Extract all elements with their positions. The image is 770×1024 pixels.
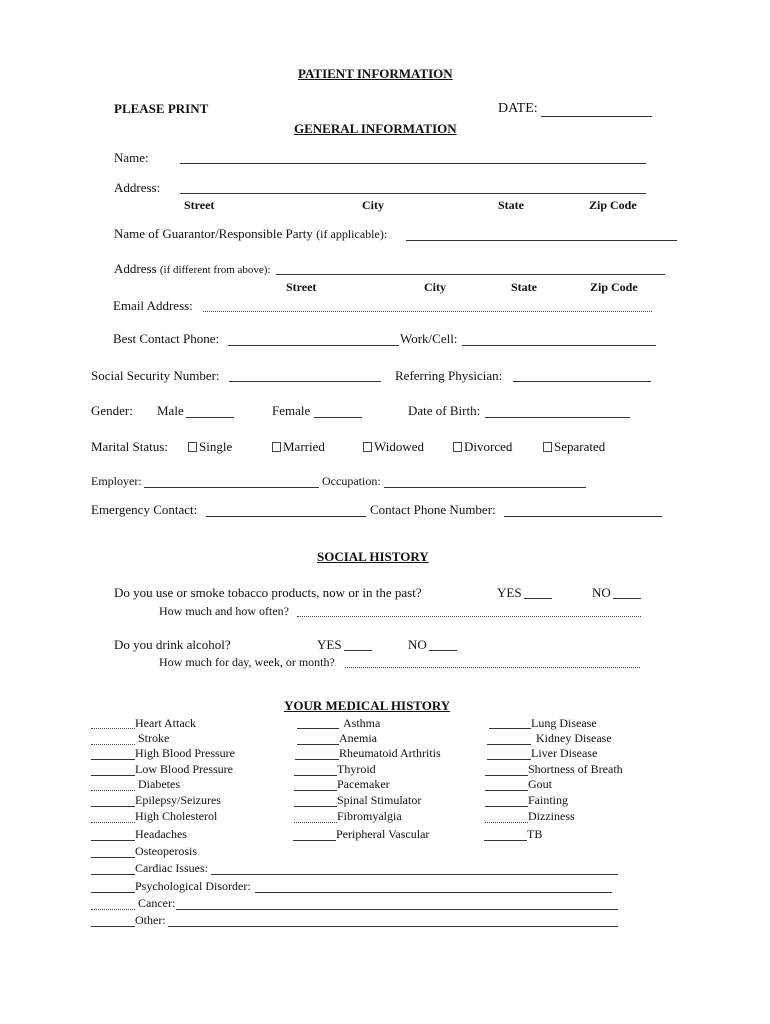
female-field[interactable] xyxy=(314,417,362,418)
alcohol-question: Do you drink alcohol? xyxy=(114,637,231,652)
checkbox-icon xyxy=(363,442,372,452)
blank-line[interactable] xyxy=(489,728,531,729)
state-caption: State xyxy=(498,198,524,212)
general-info-heading: GENERAL INFORMATION xyxy=(294,121,457,136)
condition-spinal-stimulator: Spinal Stimulator xyxy=(337,793,422,807)
condition-lung-disease: Lung Disease xyxy=(531,716,597,730)
tobacco-followup-label: How much and how often? xyxy=(159,604,289,618)
blank-line[interactable] xyxy=(91,790,135,791)
city2-caption: City xyxy=(424,280,446,294)
email-field[interactable] xyxy=(203,311,652,312)
condition-fainting: Fainting xyxy=(528,793,569,807)
condition-osteoperosis: Osteoperosis xyxy=(135,844,197,858)
referring-label: Referring Physician: xyxy=(395,368,503,383)
referring-field[interactable] xyxy=(513,381,651,382)
blank-line[interactable] xyxy=(485,790,528,791)
zip-caption: Zip Code xyxy=(589,198,637,212)
alcohol-followup-field[interactable] xyxy=(345,667,640,668)
tobacco-no-field[interactable] xyxy=(613,598,641,599)
marital-widowed-checkbox[interactable]: Widowed xyxy=(363,439,424,454)
checkbox-icon xyxy=(453,442,462,452)
occupation-label: Occupation: xyxy=(322,474,381,488)
guarantor-label: Name of Guarantor/Responsible Party (if applicable): xyxy=(114,226,388,241)
address2-field[interactable] xyxy=(276,274,665,275)
state2-caption: State xyxy=(511,280,537,294)
condition-heart-attack: Heart Attack xyxy=(135,716,196,730)
alcohol-yes-field[interactable] xyxy=(344,650,372,651)
blank-line[interactable] xyxy=(91,759,135,760)
city-caption: City xyxy=(362,198,384,212)
male-field[interactable] xyxy=(186,417,234,418)
blank-line[interactable] xyxy=(91,744,135,745)
contact-phone-label: Contact Phone Number: xyxy=(370,502,496,517)
blank-line[interactable] xyxy=(91,806,135,807)
condition-thyroid: Thyroid xyxy=(337,762,376,776)
blank-line[interactable] xyxy=(297,744,339,745)
date-field[interactable] xyxy=(541,116,652,117)
occupation-field[interactable] xyxy=(384,487,586,488)
condition-low-blood-pressure: Low Blood Pressure xyxy=(135,762,233,776)
blank-line[interactable] xyxy=(91,728,135,729)
checkbox-icon xyxy=(272,442,281,452)
blank-line[interactable] xyxy=(91,857,135,858)
blank-line[interactable] xyxy=(91,892,135,893)
blank-line[interactable] xyxy=(294,775,337,776)
blank-line[interactable] xyxy=(91,840,135,841)
blank-line[interactable] xyxy=(294,790,337,791)
emergency-field[interactable] xyxy=(206,516,366,517)
marital-divorced-checkbox[interactable]: Divorced xyxy=(453,439,512,454)
blank-line[interactable] xyxy=(485,775,528,776)
blank-line[interactable] xyxy=(485,822,528,823)
marital-single-checkbox[interactable]: Single xyxy=(188,439,232,454)
work-cell-field[interactable] xyxy=(462,345,656,346)
address-field[interactable] xyxy=(180,193,646,194)
tobacco-yes-label: YES xyxy=(497,585,522,600)
alcohol-no-label: NO xyxy=(408,637,427,652)
blank-line[interactable] xyxy=(91,926,135,927)
condition-diabetes: Diabetes xyxy=(138,777,180,791)
marital-label: Marital Status: xyxy=(91,439,168,454)
blank-line[interactable] xyxy=(487,759,531,760)
checkbox-icon xyxy=(188,442,197,452)
cancer-field[interactable] xyxy=(176,909,618,910)
best-phone-field[interactable] xyxy=(228,345,399,346)
marital-married-checkbox[interactable]: Married xyxy=(272,439,325,454)
marital-separated-checkbox[interactable]: Separated xyxy=(543,439,605,454)
blank-line[interactable] xyxy=(484,840,527,841)
blank-line[interactable] xyxy=(91,874,135,875)
tobacco-yes-field[interactable] xyxy=(524,598,552,599)
ssn-label: Social Security Number: xyxy=(91,368,220,383)
emergency-label: Emergency Contact: xyxy=(91,502,198,517)
other-field[interactable] xyxy=(168,926,618,927)
address-label: Address: xyxy=(114,180,161,195)
condition-tb: TB xyxy=(527,827,543,841)
blank-line[interactable] xyxy=(293,840,336,841)
condition-rheumatoid-arthritis: Rheumatoid Arthritis xyxy=(339,746,441,760)
dob-label: Date of Birth: xyxy=(408,403,481,418)
guarantor-field[interactable] xyxy=(406,240,677,241)
best-phone-label: Best Contact Phone: xyxy=(113,331,220,346)
blank-line[interactable] xyxy=(294,822,337,823)
checkbox-icon xyxy=(543,442,552,452)
condition-peripheral-vascular: Peripheral Vascular xyxy=(336,827,430,841)
condition-shortness-of-breath: Shortness of Breath xyxy=(528,762,623,776)
psych-disorder-label: Psychological Disorder: xyxy=(135,879,251,893)
street2-caption: Street xyxy=(286,280,317,294)
condition-dizziness: Dizziness xyxy=(528,809,575,823)
blank-line[interactable] xyxy=(485,806,528,807)
employer-label: Employer: xyxy=(91,474,142,488)
blank-line[interactable] xyxy=(91,909,135,910)
ssn-field[interactable] xyxy=(229,381,381,382)
blank-line[interactable] xyxy=(297,728,339,729)
psych-disorder-field[interactable] xyxy=(255,892,612,893)
condition-liver-disease: Liver Disease xyxy=(531,746,598,760)
contact-phone-field[interactable] xyxy=(504,516,662,517)
please-print-label: PLEASE PRINT xyxy=(114,101,209,116)
street-caption: Street xyxy=(184,198,215,212)
alcohol-yes-label: YES xyxy=(317,637,342,652)
condition-gout: Gout xyxy=(528,777,552,791)
cancer-label: Cancer: xyxy=(138,896,176,910)
gender-label: Gender: xyxy=(91,403,133,418)
cardiac-issues-field[interactable] xyxy=(211,874,618,875)
condition-anemia: Anemia xyxy=(339,731,377,745)
condition-pacemaker: Pacemaker xyxy=(337,777,390,791)
email-label: Email Address: xyxy=(113,298,193,313)
blank-line[interactable] xyxy=(91,775,135,776)
zip2-caption: Zip Code xyxy=(590,280,638,294)
alcohol-no-field[interactable] xyxy=(429,650,457,651)
condition-epilepsy: Epilepsy/Seizures xyxy=(135,793,221,807)
address2-label: Address (if different from above): xyxy=(114,261,271,276)
medical-history-heading: YOUR MEDICAL HISTORY xyxy=(284,698,451,713)
alcohol-followup-label: How much for day, week, or month? xyxy=(159,655,335,669)
female-label: Female xyxy=(272,403,311,418)
tobacco-no-label: NO xyxy=(592,585,611,600)
name-label: Name: xyxy=(114,150,149,165)
employer-field[interactable] xyxy=(144,487,319,488)
tobacco-question: Do you use or smoke tobacco products, now or in the past? xyxy=(114,585,422,600)
blank-line[interactable] xyxy=(295,759,339,760)
condition-high-blood-pressure: High Blood Pressure xyxy=(135,746,235,760)
blank-line[interactable] xyxy=(294,806,337,807)
male-label: Male xyxy=(157,403,184,418)
name-field[interactable] xyxy=(180,163,646,164)
form-title: PATIENT INFORMATION xyxy=(298,66,453,81)
tobacco-followup-field[interactable] xyxy=(297,616,641,617)
blank-line[interactable] xyxy=(91,822,135,823)
work-cell-label: Work/Cell: xyxy=(400,331,458,346)
condition-stroke: Stroke xyxy=(138,731,170,745)
social-history-heading: SOCIAL HISTORY xyxy=(317,549,429,564)
dob-field[interactable] xyxy=(485,417,630,418)
condition-fibromyalgia: Fibromyalgia xyxy=(337,809,402,823)
condition-asthma: Asthma xyxy=(343,716,381,730)
cardiac-issues-label: Cardiac Issues: xyxy=(135,861,208,875)
date-label: DATE: xyxy=(498,101,538,116)
other-label: Other: xyxy=(135,913,166,927)
blank-line[interactable] xyxy=(487,744,531,745)
condition-kidney-disease: Kidney Disease xyxy=(536,731,612,745)
condition-headaches: Headaches xyxy=(135,827,187,841)
condition-high-cholesterol: High Cholesterol xyxy=(135,809,218,823)
